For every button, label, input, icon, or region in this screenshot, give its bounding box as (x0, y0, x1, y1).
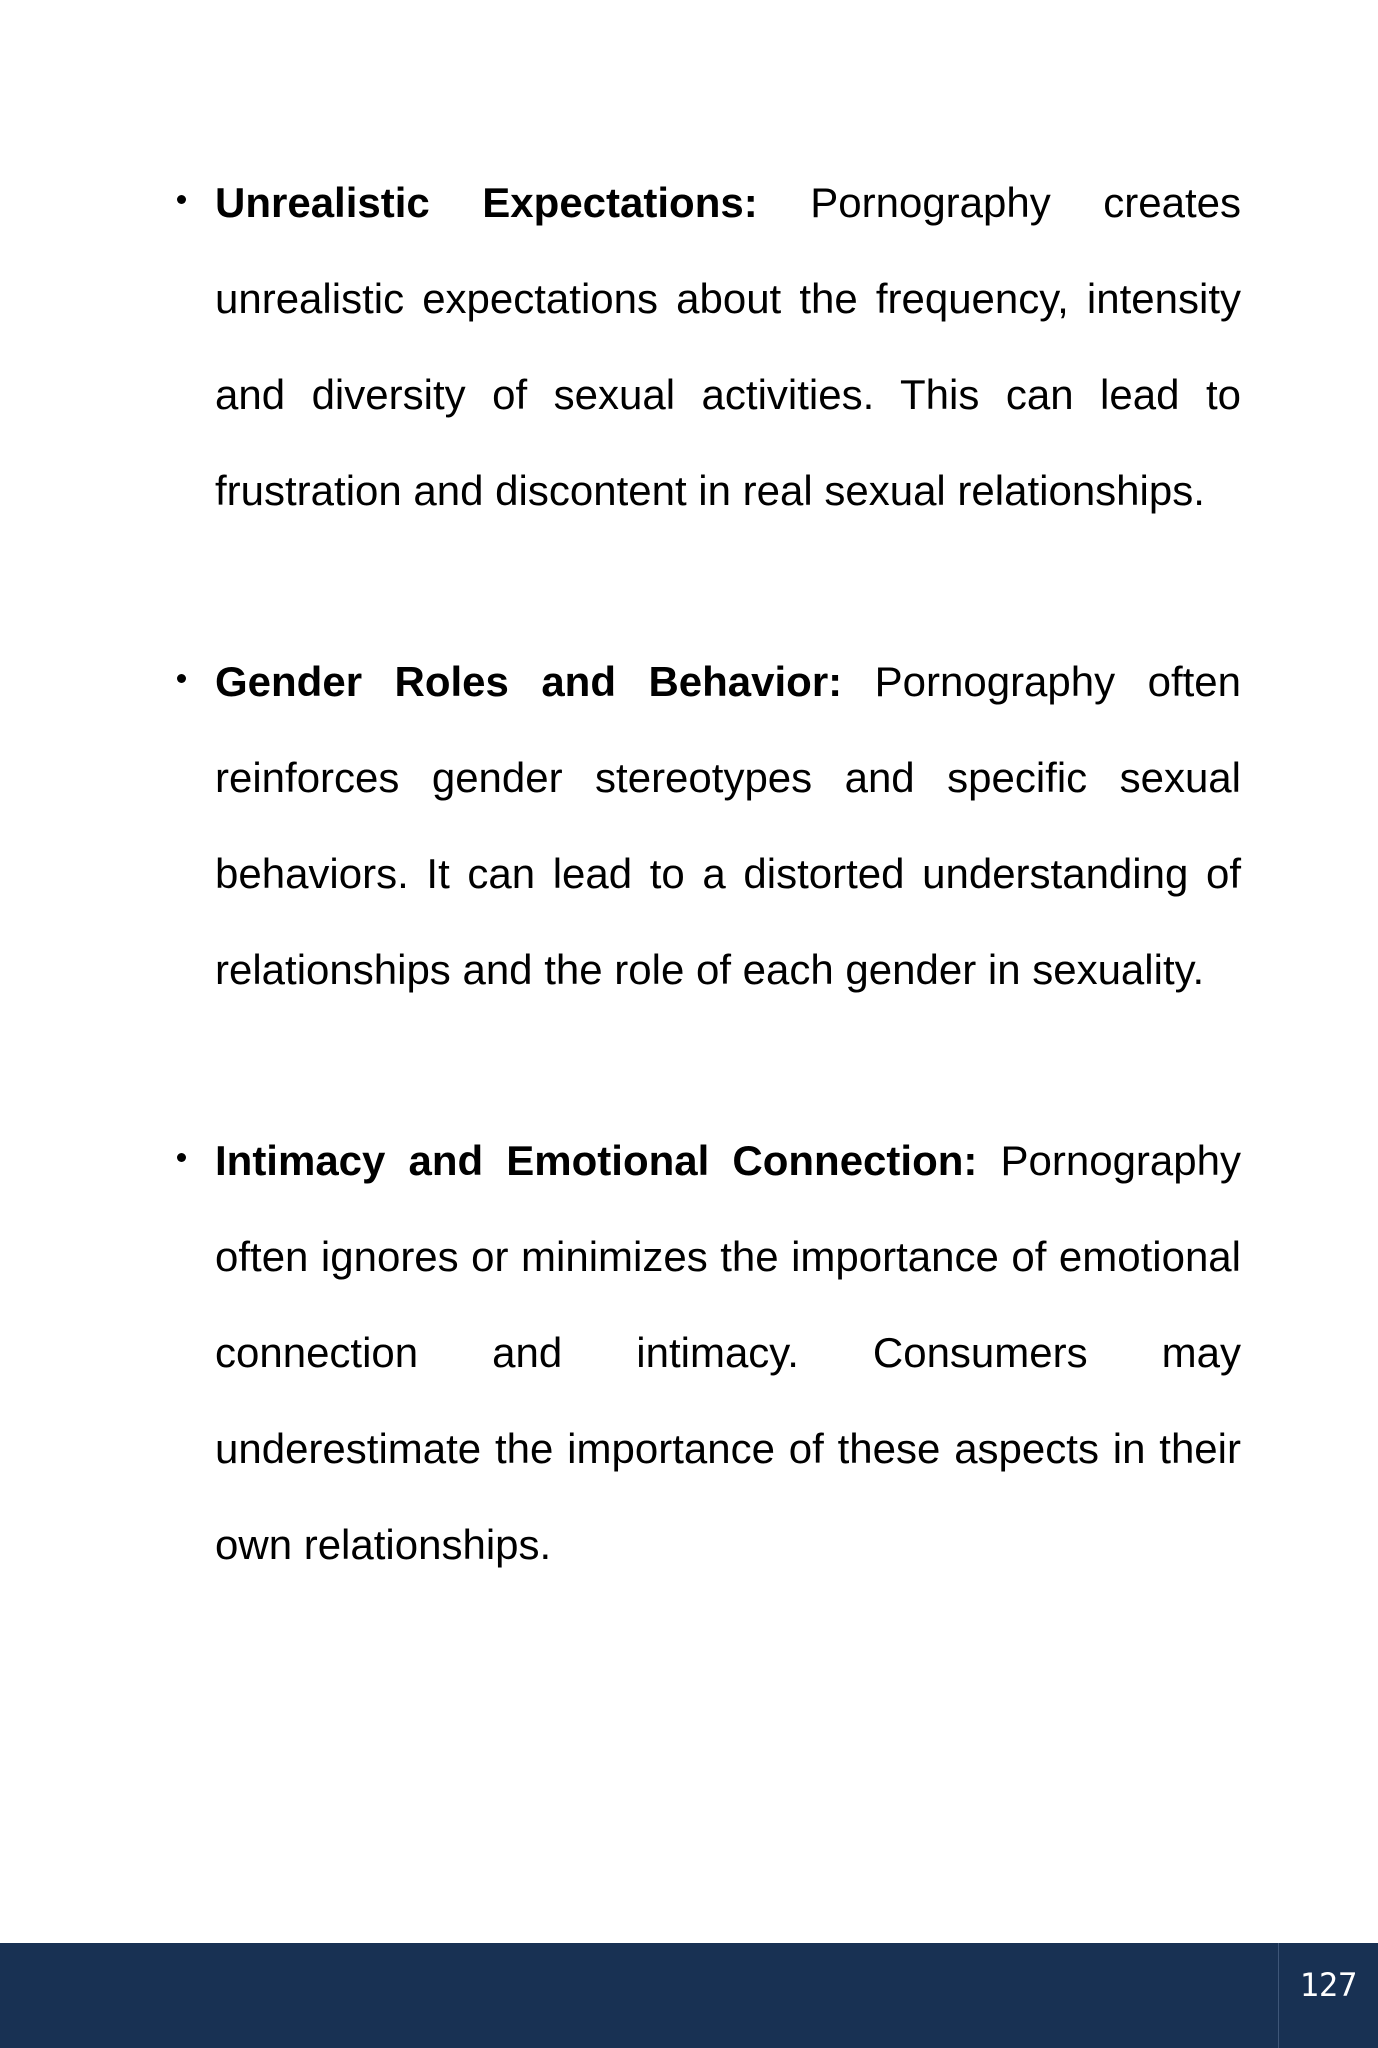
bullet-term: Gender Roles and Behavior: (215, 658, 843, 705)
bullet-text: Pornography often ignores or minimizes the importance of emotional connection and intimacy. Consumers may underestimate the importance of these aspects in their own relationships. (215, 1137, 1241, 1568)
footer-bar (0, 1943, 1378, 2048)
bullet-item-unrealistic-expectations (215, 155, 1241, 539)
bullet-item-gender-roles (215, 634, 1241, 1018)
page-number-box (1278, 1943, 1378, 2048)
bullet-icon (177, 674, 186, 683)
document-body (215, 155, 1241, 1688)
page-number: 127 (1299, 1966, 1358, 2004)
bullet-text: Pornography creates unrealistic expectations about the frequency, intensity and diversity of sexual activities. This can lead to frustration and discontent in real sexual relationships. (215, 179, 1242, 514)
bullet-icon (177, 195, 186, 204)
bullet-item-intimacy (215, 1113, 1241, 1593)
bullet-term: Intimacy and Emotional Connection: (215, 1137, 978, 1184)
bullet-text: Pornography often reinforces gender stereotypes and specific sexual behaviors. It can lead to a distorted understanding of relationships and the role of each gender in sexuality. (215, 658, 1242, 993)
bullet-icon (177, 1153, 186, 1162)
bullet-term: Unrealistic Expectations: (215, 179, 758, 226)
